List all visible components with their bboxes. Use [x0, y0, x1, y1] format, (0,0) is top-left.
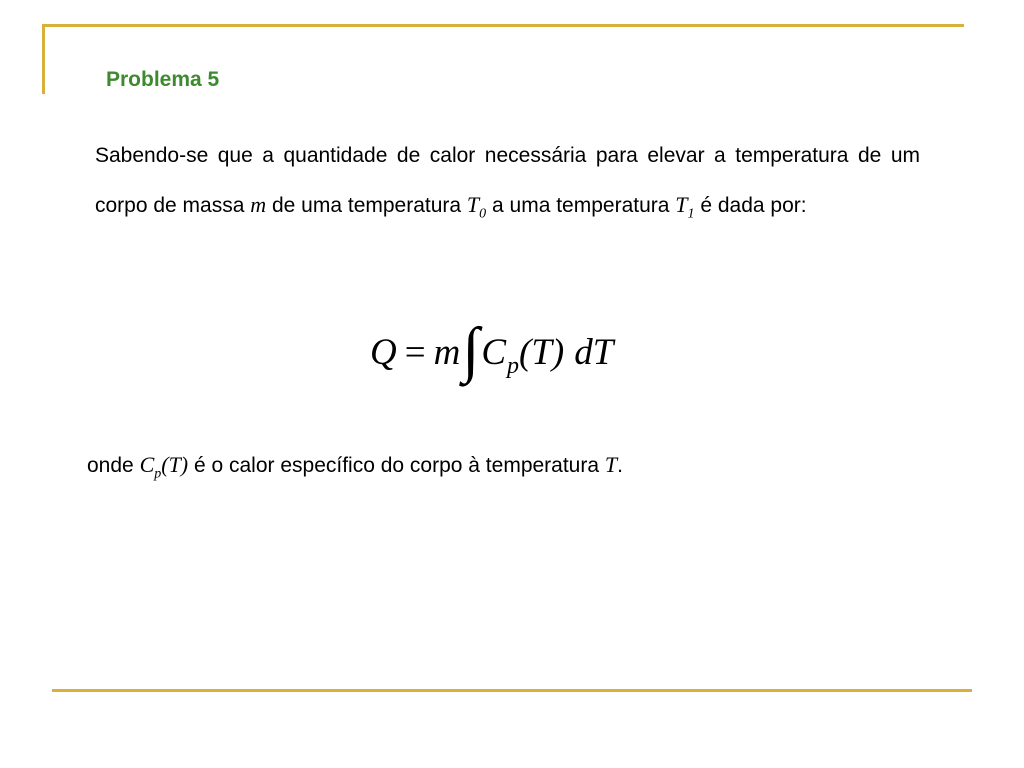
variable-Cp — [139, 452, 189, 482]
slide-title: Problema 5 — [106, 68, 220, 91]
note-text-2: é o calor específico do corpo à temperatura — [188, 454, 605, 477]
problem-statement — [95, 131, 920, 230]
variable-T1-base: T — [675, 192, 688, 217]
intro-text-2: de uma temperatura — [266, 194, 467, 217]
variable-T0-subscript: 0 — [479, 206, 487, 222]
formula-Q: Q — [370, 331, 397, 373]
integral-sign: ∫ — [462, 316, 480, 384]
variable-m: m — [250, 192, 267, 217]
variable-T1-subscript: 1 — [687, 206, 695, 222]
intro-text-4: é dada por: — [694, 194, 807, 217]
variable-T0-base: T — [466, 192, 480, 217]
frame-left-line — [42, 24, 45, 94]
intro-text-3: a uma temperatura — [486, 194, 676, 217]
formula-argument: (T) — [519, 331, 565, 373]
formula-m: m — [433, 331, 461, 373]
frame-top-line — [42, 24, 964, 27]
note-text-3: . — [617, 454, 623, 477]
variable-T: T — [604, 452, 618, 477]
heat-formula — [370, 317, 613, 387]
formula-equals: = — [404, 331, 426, 373]
variable-C-subscript: p — [154, 466, 162, 482]
variable-C-base: C — [139, 452, 155, 477]
definition-note — [87, 452, 623, 482]
formula-C: C — [481, 331, 507, 373]
formula-dT: dT — [574, 331, 614, 373]
frame-bottom-line — [52, 689, 972, 692]
variable-T0 — [466, 192, 487, 222]
intro-text-1: Sabendo-se que a quantidade de calor necessária para elevar a temperatura de um corpo de massa — [95, 144, 920, 217]
variable-T1 — [675, 192, 695, 222]
note-text-1: onde — [87, 454, 140, 477]
variable-C-argument: (T) — [161, 452, 189, 477]
formula-subscript-p: p — [507, 352, 520, 379]
